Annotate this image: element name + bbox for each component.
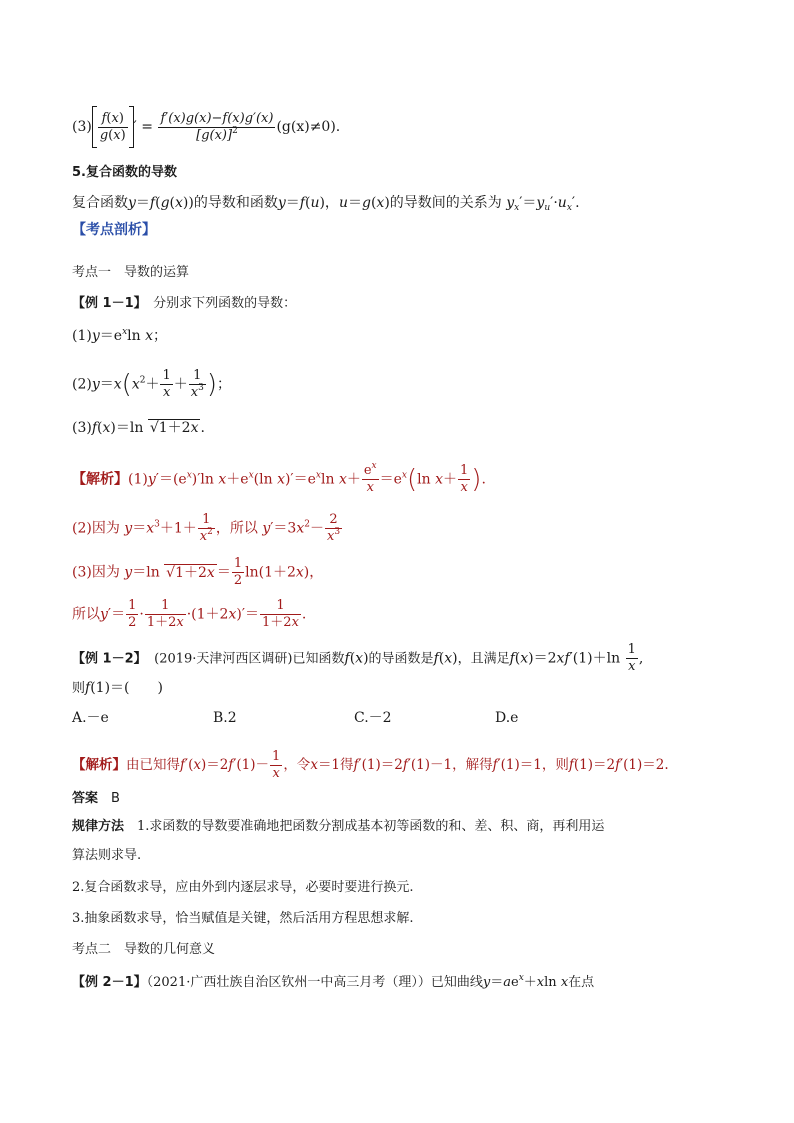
example-2-1: 【例 2－1】（2021·广西壮族自治区钦州一中高三月考（理））已知曲线$y=ae^x+xln$ x在点: [72, 973, 595, 990]
solution-label: 【解析】: [72, 471, 128, 488]
e21-text-b: 在点: [568, 975, 595, 990]
inner-fraction: $\frac{f(x)}{g(x)}$: [99, 110, 126, 143]
item-index: (2): [72, 376, 92, 393]
example-1-2-source: (2019·天津河西区调研): [154, 651, 293, 667]
topic-1-title: 考点一 导数的运算: [72, 265, 190, 280]
example-2-1-label: 【例 2－1】: [72, 975, 147, 990]
e21-text-a: 已知曲线: [430, 975, 483, 990]
methods-line-2: 2.复合函数求导，应由外到内逐层求导，必要时要进行换元.: [72, 880, 414, 895]
s5-text-c: 的导数间的关系为: [389, 195, 502, 211]
option-a[interactable]: A.－e: [72, 710, 109, 726]
solution-1-2: 【解析】由已知得f′(x)＝2f′(1)－ $\frac{1}{x}$ ，令x＝1得f′(1)＝2f′(1)－1，解得f′(1)＝1，则f(1)＝2f′(1)＝2.: [72, 749, 669, 781]
solution-1-1-part-2: (2)因为 $y=x^3+1+$ $\frac{1}{x^2}$ ，所以 $y'=3x^2-$ $\frac{2}{x^3}$: [72, 512, 341, 544]
example-1-2-label: 【例 1－2】: [72, 651, 141, 667]
example-1-2-line-2: 则f(1)＝( ): [72, 680, 163, 696]
quotient-denominator: [g(x)]: [196, 127, 233, 143]
solution-1-1-part-3-final: 所以y′＝ $\frac{1}{2}$ · $\frac{1}{1+2x}$ ·(1＋2x)′＝ $\frac{1}{1+2x}$ .: [72, 598, 307, 630]
s5-text-a: 复合函数: [72, 195, 128, 211]
methods-line-1: [72, 817, 604, 837]
solution-1-1-part-3: (3)因为 y＝ln √1＋2x ＝ $\frac{1}{2}$ ln(1＋2x)，: [72, 556, 324, 588]
option-b[interactable]: B.2: [213, 710, 237, 726]
methods-label: 规律方法: [72, 819, 125, 834]
s12-text-a: 由已知得: [126, 757, 180, 773]
answer-line: [72, 789, 120, 809]
quotient-condition: (g(x)≠0).: [276, 119, 341, 135]
e12-text-b: 的导函数是: [368, 651, 434, 667]
option-c[interactable]: C.－2: [354, 710, 392, 726]
part2-prefix: (2)因为: [72, 520, 120, 537]
section-5-heading: 5.复合函数的导数: [72, 165, 177, 180]
example-1-1-item-1: $(1)y=e^x\ln$ x；: [72, 327, 167, 344]
quotient-numerator: f′(x)g(x)−f(x)g′(x): [160, 110, 274, 126]
solution-1-1-part-1: 【解析】$(1)y'=(e^x)'\ln$ $x+e^x(\ln$ $x)'=e^x\ln$ x＋ $\frac{e^x}{x}$ $=e^x(\ln$ x＋ $\frac{1}{x}$ ).: [72, 461, 486, 495]
quotient-rule-formula: (3) $\frac{f(x)}{g(x)}$ ′ = $\frac{f'(x)g(x)-f(x)g'(x)}{[g(x)]^2}$ (g(x)≠0).: [72, 106, 340, 148]
item-index: (1): [72, 328, 92, 344]
example-1-1-label: 【例 1－1】: [72, 296, 141, 311]
s12-text-d: ，解得: [452, 757, 493, 773]
s12-text-b: ，令: [283, 757, 311, 773]
example-1-1-prompt: 分别求下列函数的导数：: [153, 296, 297, 311]
e12-text-a: 已知函数: [292, 651, 345, 667]
item-index: (3): [72, 420, 92, 436]
methods-line-3: 3.抽象函数求导，恰当赋值是关键，然后活用方程思想求解.: [72, 911, 414, 926]
example-1-2: 【例 1－2】 (2019·天津河西区调研)已知函数f(x)的导函数是f(x)，且满足f(x)＝2xf′(1)＋ln $\frac{1}{x}$ ,: [72, 642, 644, 674]
example-1-1: [72, 294, 296, 314]
s5-text-b: 的导数和函数: [193, 195, 278, 211]
solution-label: 【解析】: [72, 757, 126, 773]
part3-prefix: (3)因为: [72, 564, 120, 581]
method-1a: 1.求函数的导数要准确地把函数分割成基本初等函数的和、差、积、商，再利用运: [137, 819, 605, 834]
example-1-2-options: [72, 708, 518, 728]
e12-line2: 则: [72, 681, 86, 696]
example-1-1-item-3: (3)f(x)＝ln √1＋2x .: [72, 420, 205, 436]
section-5-text: 复合函数y＝f(g(x))的导数和函数y＝f(u)，u＝g(x)的导数间的关系为 $y_x'=y_u'\cdot u_x'$.: [72, 195, 580, 213]
answer-value: B: [111, 791, 120, 806]
option-d[interactable]: D.e: [495, 710, 519, 726]
answer-label: 答案: [72, 791, 99, 806]
s12-text-e: ，则: [541, 757, 569, 773]
part2-mid: ，所以: [215, 520, 258, 537]
methods-line-1b: 算法则求导.: [72, 848, 142, 863]
topic-2-title: 考点二 导数的几何意义: [72, 942, 216, 957]
quotient-fraction: $\frac{f'(x)g(x)-f(x)g'(x)}{[g(x)]^2}$: [160, 110, 274, 143]
example-1-1-item-2: $(2)y=x(x^2+$ $\frac{1}{x}$ ＋ $\frac{1}{x^3}$ )；: [72, 368, 231, 400]
formula-index: (3): [72, 119, 92, 135]
part3-final-prefix: 所以: [72, 606, 100, 623]
example-2-1-source: （2021·广西壮族自治区钦州一中高三月考（理））: [146, 975, 431, 990]
analysis-header: 【考点剖析】: [72, 222, 156, 238]
s12-text-c: 得: [340, 757, 354, 773]
e12-text-c: ，且满足: [457, 651, 510, 667]
